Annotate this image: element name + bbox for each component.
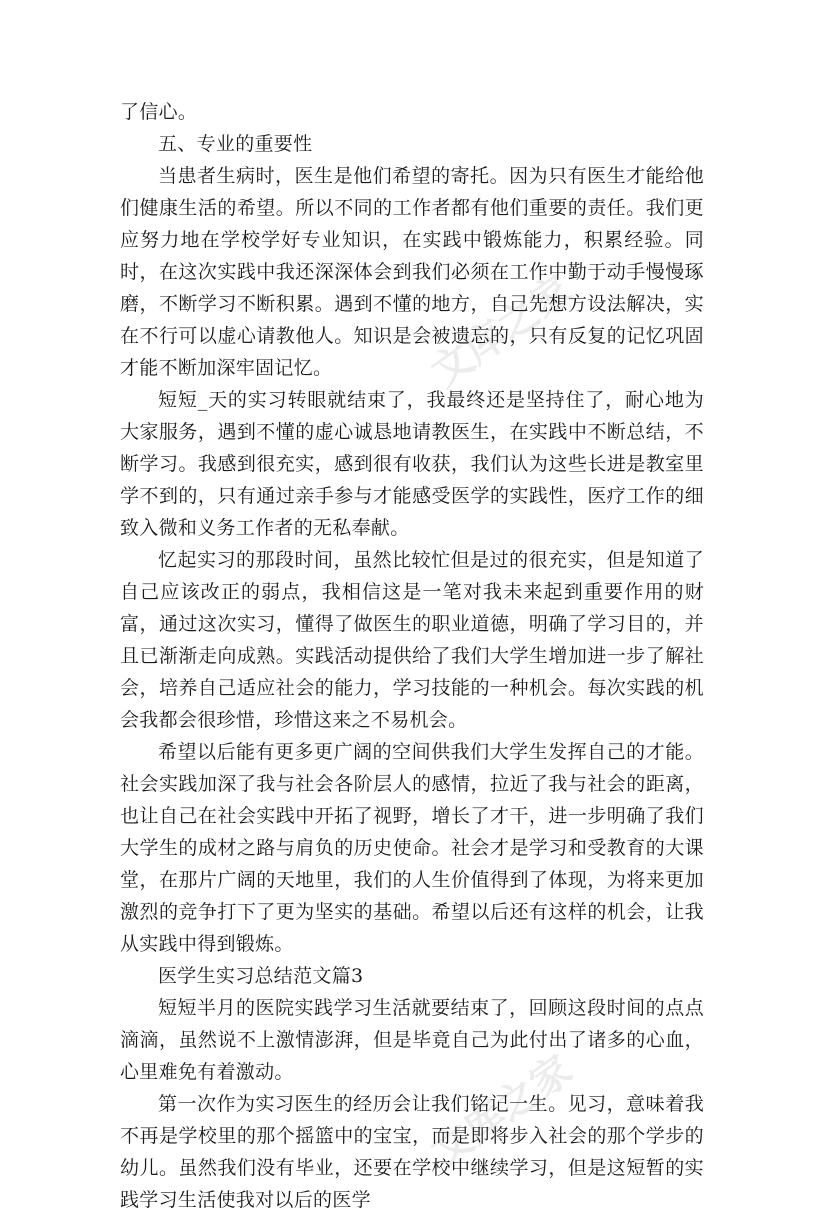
- watermark: 文库之家: [423, 1046, 581, 1177]
- paragraph: 第一次作为实习医生的经历会让我们铭记一生。见习，意味着我不再是学校里的那个摇篮中的宝宝，而是即将步入社会的那个学步的幼儿。虽然我们没有毕业，还要在学校中继续学习，但是这短暂的实践学习生活使我对以后的医学: [120, 1093, 704, 1211]
- paragraph: 短短_天的实习转眼就结束了，我最终还是坚持住了，耐心地为大家服务，遇到不懂的虚心诚恳地请教医生，在实践中不断总结，不断学习。我感到很充实，感到很有收获，我们认为这些长进是教室里学不到的，只有通过亲手参与才能感受医学的实践性，医疗工作的细致入微和义务工作者的无私奉献。: [120, 389, 704, 539]
- article-title: 医学生实习总结范文篇3: [158, 965, 364, 987]
- paragraph: 忆起实习的那段时间，虽然比较忙但是过的很充实，但是知道了自己应该改正的弱点，我相信这是一笔对我未来起到重要作用的财富，通过这次实习，懂得了做医生的职业道德，明确了学习目的，并且已渐渐走向成熟。实践活动提供给了我们大学生增加进一步了解社会，培养自己适应社会的能力，学习技能的一种机会。每次实践的机会我都会很珍惜，珍惜这来之不易机会。: [120, 549, 704, 731]
- paragraph-continuation: 了信心。: [120, 101, 198, 123]
- document-body: [120, 96, 704, 1216]
- paragraph: 希望以后能有更多更广阔的空间供我们大学生发挥自己的才能。社会实践加深了我与社会各阶层人的感情，拉近了我与社会的距离，也让自己在社会实践中开拓了视野，增长了才干，进一步明确了我们大学生的成材之路与肩负的历史使命。社会才是学习和受教育的大课堂，在那片广阔的天地里，我们的人生价值得到了体现，为将来更加激烈的竞争打下了更为坚实的基础。希望以后还有这样的机会，让我从实践中得到锻炼。: [120, 741, 704, 955]
- paragraph: 当患者生病时，医生是他们希望的寄托。因为只有医生才能给他们健康生活的希望。所以不同的工作者都有他们重要的责任。我们更应努力地在学校学好专业知识，在实践中锻炼能力，积累经验。同时，在这次实践中我还深深体会到我们必须在工作中勤于动手慢慢琢磨，不断学习不断积累。遇到不懂的地方，自己先想方设法解决，实在不行可以虚心请教他人。知识是会被遗忘的，只有反复的记忆巩固才能不断加深牢固记忆。: [120, 165, 704, 379]
- section-heading-5: 五、专业的重要性: [158, 133, 313, 155]
- paragraph: 短短半月的医院实践学习生活就要结束了，回顾这段时间的点点滴滴，虽然说不上激情澎湃，但是毕竟自己为此付出了诸多的心血，心里难免有着激动。: [120, 997, 704, 1083]
- watermark: 文库之家: [423, 266, 581, 397]
